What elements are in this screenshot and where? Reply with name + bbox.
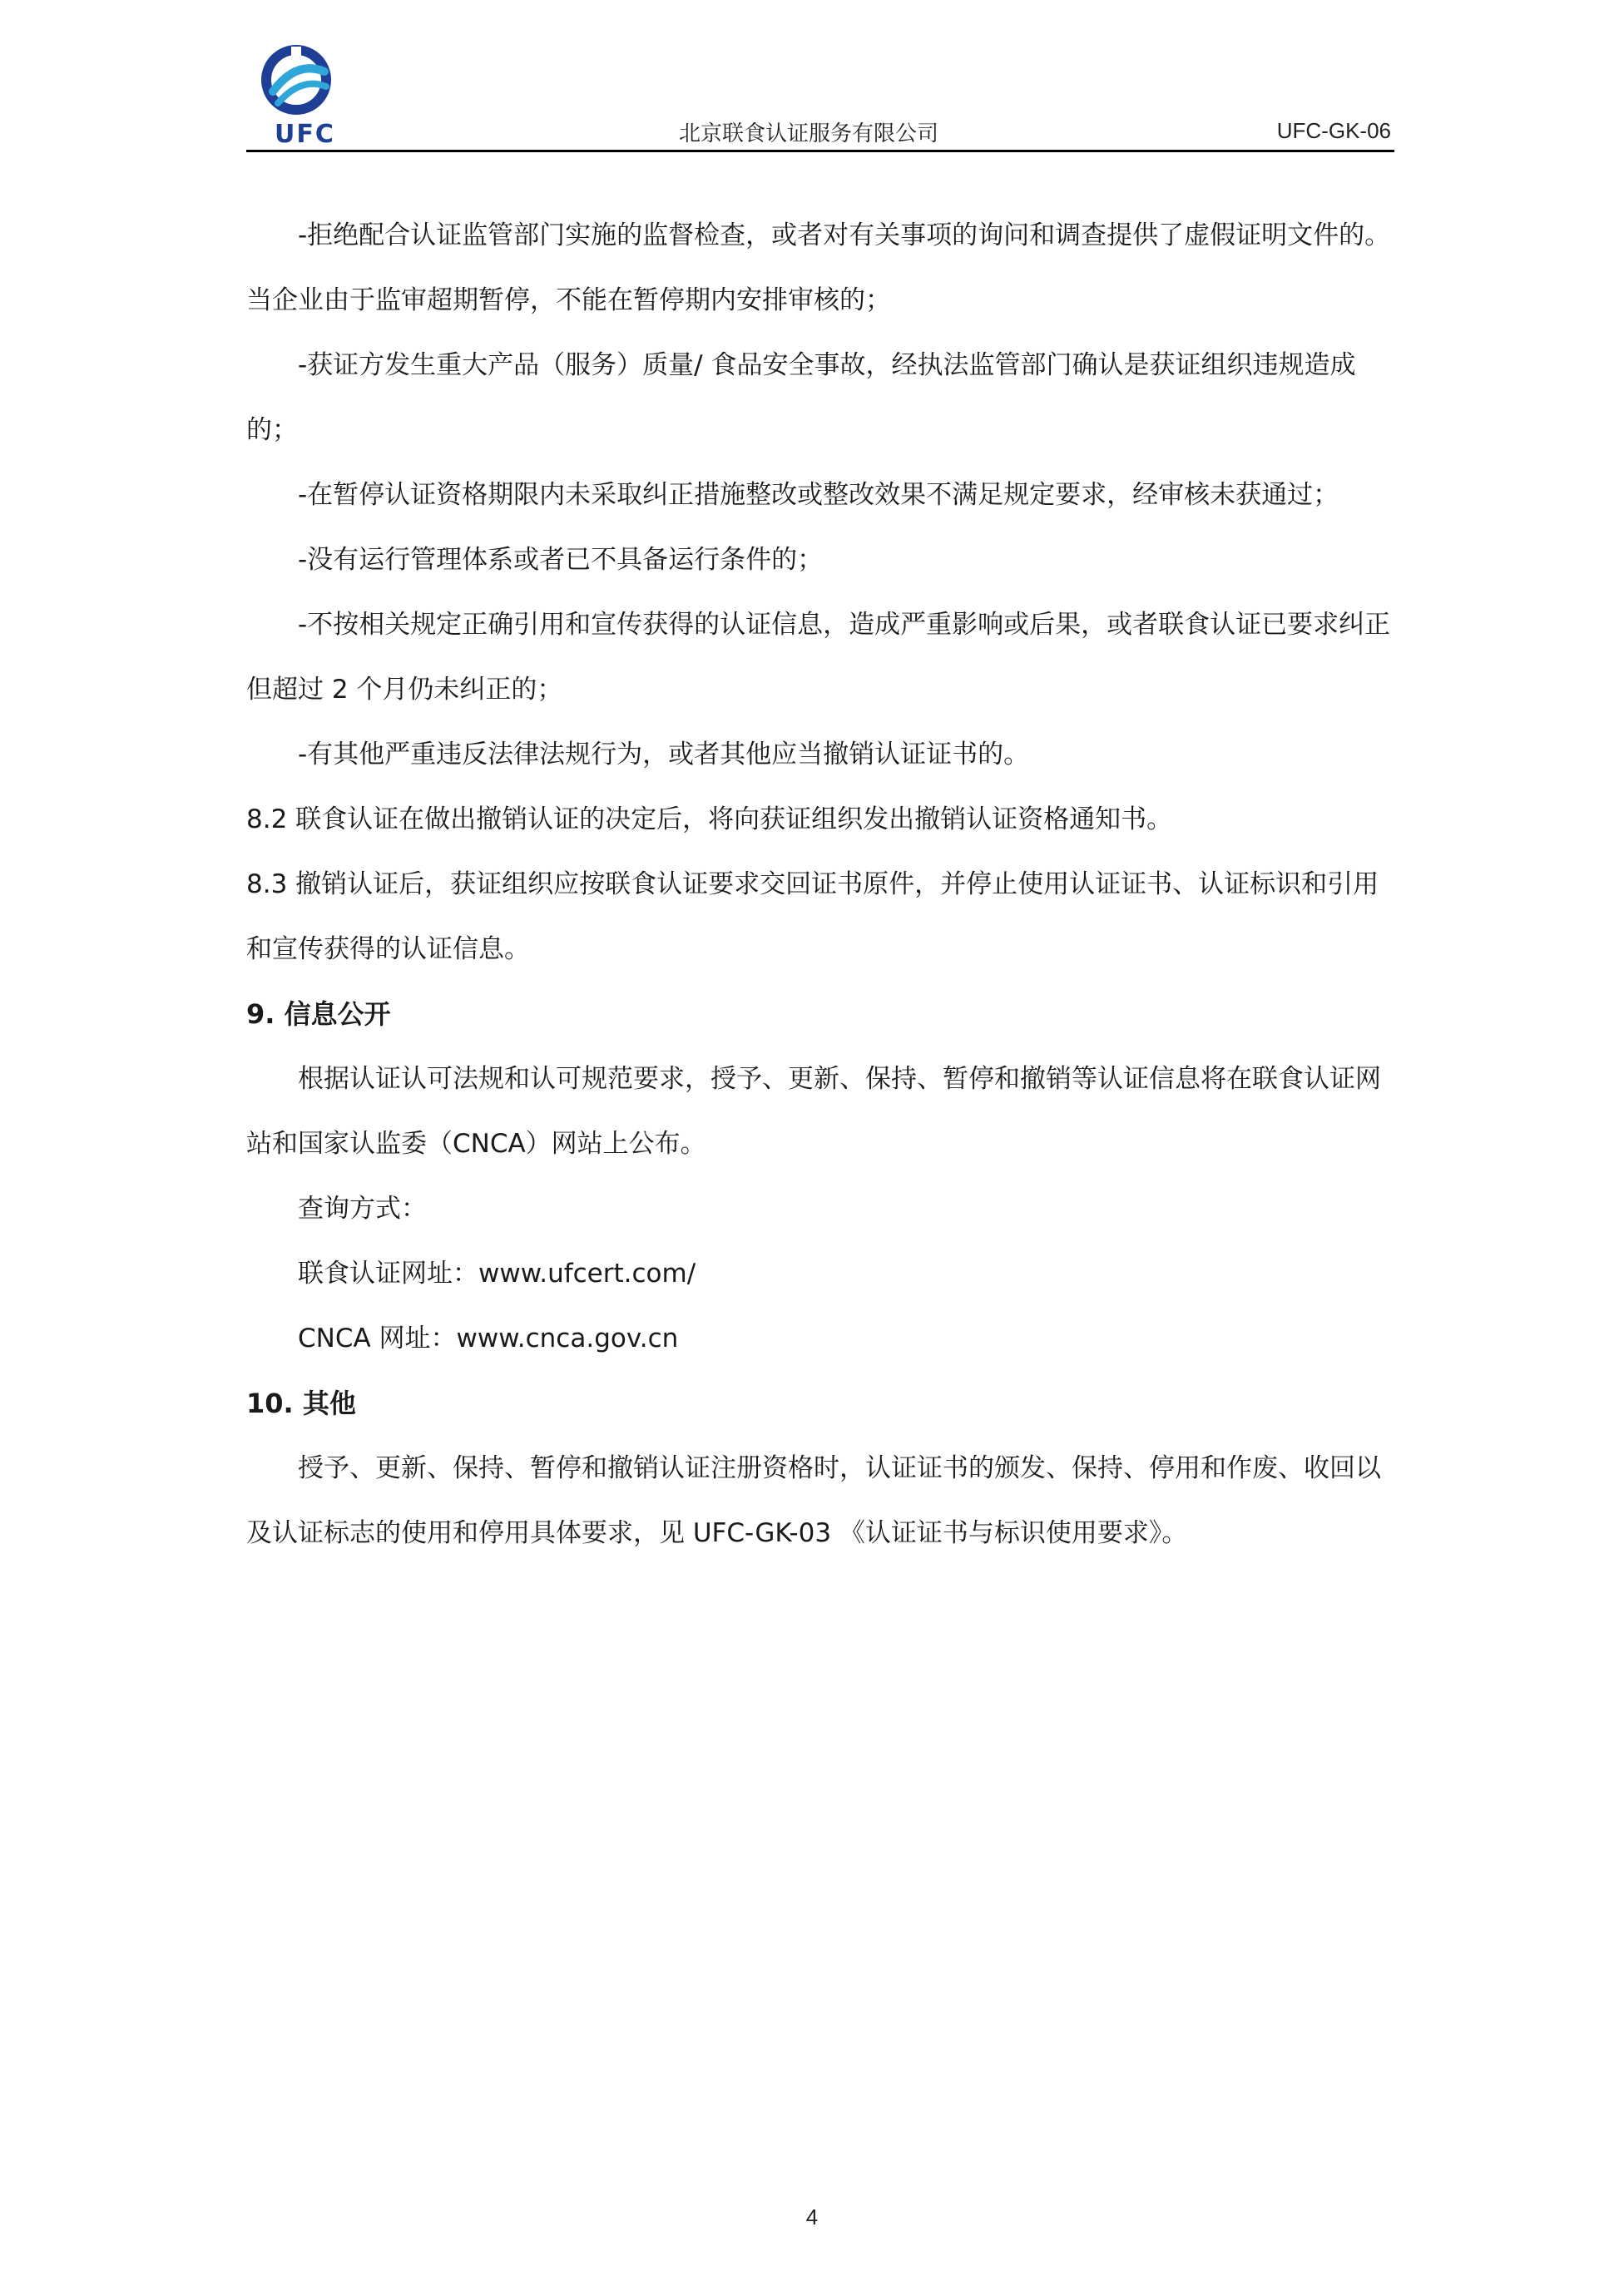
document-body (246, 203, 1394, 1566)
section-heading-9: 9. 信息公开 (246, 998, 391, 1030)
paragraph-refuse-inspection: -拒绝配合认证监管部门实施的监督检查，或者对有关事项的询问和调查提供了虚假证明文件的。当企业由于监审超期暂停，不能在暂停期内安排审核的； (246, 220, 1391, 315)
clause-8-2: 8.2 联食认证在做出撤销认证的决定后，将向获证组织发出撤销认证资格通知书。 (246, 804, 1173, 834)
paragraph-other-violations: -有其他严重违反法律法规行为，或者其他应当撤销认证证书的。 (298, 740, 1030, 769)
page-header (246, 33, 1394, 158)
ufc-logo (258, 43, 335, 149)
clause-8-3: 8.3 撤销认证后，获证组织应按联食认证要求交回证书原件，并停止使用认证证书、认证标识和引用和宣传获得的认证信息。 (246, 869, 1379, 964)
ufc-website-line: 联食认证网址：www.ufcert.com/ (298, 1259, 696, 1289)
ufc-logo-icon (258, 43, 334, 118)
company-name: 北京联食认证服务有限公司 (679, 121, 939, 146)
paragraph-quality-accident: -获证方发生重大产品（服务）质量/ 食品安全事故，经执法监管部门确认是获证组织违规造成的； (246, 350, 1356, 445)
header-divider (246, 150, 1394, 152)
paragraph-other-requirements: 授予、更新、保持、暂停和撤销认证注册资格时，认证证书的颁发、保持、停用和作废、收回以及认证标志的使用和停用具体要求，见 UFC-GK-03 《认证证书与标识使用要求》。 (246, 1453, 1381, 1548)
query-method-label: 查询方式： (298, 1194, 427, 1224)
logo-text: UFC (275, 120, 335, 149)
cnca-website-line: CNCA 网址：www.cnca.gov.cn (298, 1324, 679, 1353)
paragraph-no-management-system: -没有运行管理体系或者已不具备运行条件的； (298, 545, 824, 575)
paragraph-no-corrective-action: -在暂停认证资格期限内未采取纠正措施整改或整改效果不满足规定要求，经审核未获通过； (298, 480, 1339, 510)
section-heading-10: 10. 其他 (246, 1388, 356, 1419)
document-code: UFC-GK-06 (1276, 118, 1391, 143)
paragraph-misuse-certification: -不按相关规定正确引用和宣传获得的认证信息，造成严重影响或后果，或者联食认证已要求纠正但超过 2 个月仍未纠正的； (246, 610, 1391, 705)
page-number: 4 (805, 2204, 819, 2229)
paragraph-information-disclosure: 根据认证认可法规和认可规范要求，授予、更新、保持、暂停和撤销等认证信息将在联食认证网站和国家认监委（CNCA）网站上公布。 (246, 1064, 1381, 1159)
